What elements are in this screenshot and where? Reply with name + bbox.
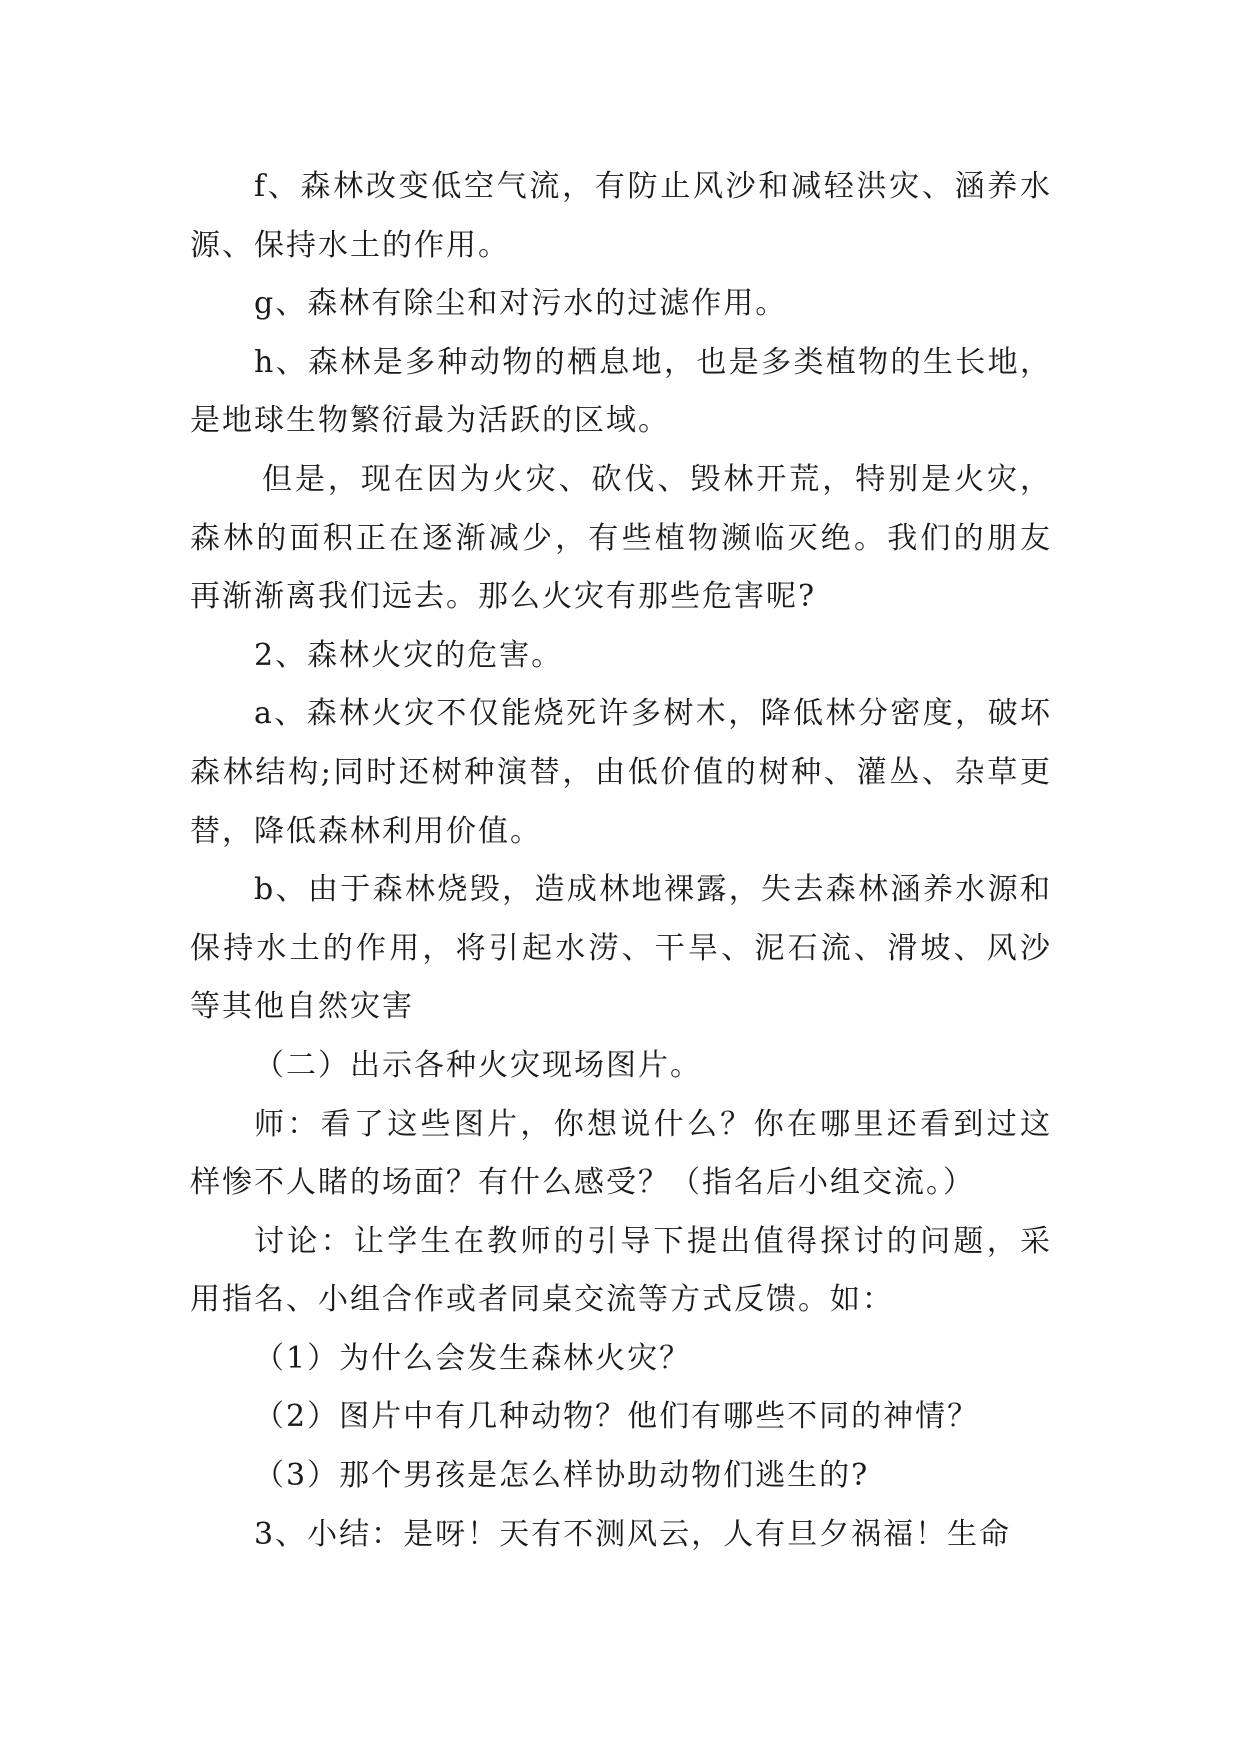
paragraph-f: f、森林改变低空气流，有防止风沙和减轻洪灾、涵养水源、保持水土的作用。 xyxy=(190,169,1052,263)
document-body xyxy=(190,158,1052,1564)
question-2: （2）图片中有几种动物？他们有哪些不同的神情？ xyxy=(254,1399,980,1435)
paragraph-a: a、森林火灾不仅能烧死许多树木，降低林分密度，破坏森林结构;同时还树种演替，由低价值的树种、灌丛、杂草更替，降低森林利用价值。 xyxy=(190,696,1052,849)
question-1: （1）为什么会发生森林火灾？ xyxy=(254,1340,692,1376)
paragraph-b: b、由于森林烧毁，造成林地裸露，失去森林涵养水源和保持水土的作用，将引起水涝、干旱、泥石流、滑坡、风沙等其他自然灾害 xyxy=(190,872,1052,1025)
paragraph-g: g、森林有除尘和对污水的过滤作用。 xyxy=(254,286,788,322)
paragraph-h: h、森林是多种动物的栖息地，也是多类植物的生长地，是地球生物繁衍最为活跃的区域。 xyxy=(190,344,1052,439)
paragraph-however: 但是，现在因为火灾、砍伐、毁林开荒，特别是火灾，森林的面积正在逐渐减少，有些植物濒临灭绝。我们的朋友再渐渐离我们远去。那么火灾有那些危害呢? xyxy=(190,461,1052,615)
paragraph-teacher: 师：看了这些图片，你想说什么？你在哪里还看到过这样惨不人睹的场面？有什么感受？（指名后小组交流。） xyxy=(190,1106,1052,1201)
heading-fire-hazards: 2、森林火灾的危害。 xyxy=(254,637,564,673)
question-3: （3）那个男孩是怎么样协助动物们逃生的? xyxy=(254,1458,870,1494)
heading-show-pictures: （二）出示各种火灾现场图片。 xyxy=(254,1047,702,1083)
paragraph-discussion: 讨论：让学生在教师的引导下提出值得探讨的问题，采用指名、小组合作或者同桌交流等方式反馈。如： xyxy=(190,1223,1052,1318)
paragraph-summary: 3、小结：是呀！天有不测风云，人有旦夕祸福！生命 xyxy=(254,1516,1012,1552)
